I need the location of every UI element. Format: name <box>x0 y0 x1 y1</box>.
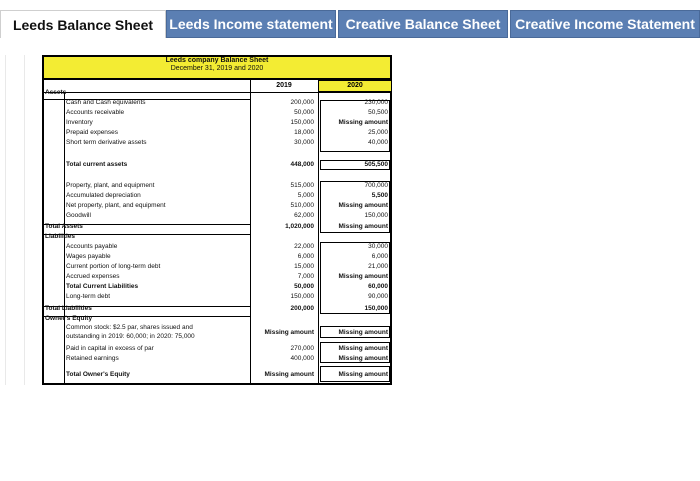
value-2020: 40,000 <box>368 139 388 146</box>
section-liabilities: Liabilities <box>45 233 75 240</box>
value-2019: 15,000 <box>294 263 314 270</box>
value-2020: Missing amount <box>338 371 388 378</box>
year-2020: 2020 <box>347 82 363 89</box>
value-2019: 22,000 <box>294 243 314 250</box>
col-divider <box>318 80 319 385</box>
value-2020: 5,500 <box>371 192 388 199</box>
row-label: Goodwill <box>66 212 91 219</box>
value-2019: 7,000 <box>297 273 314 280</box>
row-label: Paid in capital in excess of par <box>66 345 154 352</box>
value-2019: 50,000 <box>294 283 314 290</box>
row-label: Retained earnings <box>66 355 119 362</box>
section-total-liabilities: Total Liabilities <box>45 305 92 312</box>
value-2019: Missing amount <box>264 371 314 378</box>
value-2020: 90,000 <box>368 293 388 300</box>
tab-creative-income-statement[interactable]: Creative Income Statement <box>510 10 700 38</box>
value-2020: 150,000 <box>364 212 388 219</box>
row-label: Accrued expenses <box>66 273 120 280</box>
value-2020: 505,500 <box>364 161 388 168</box>
value-2019: 400,000 <box>290 355 314 362</box>
value-2020: 25,000 <box>368 129 388 136</box>
value-2019: 18,000 <box>294 129 314 136</box>
row-label: Prepaid expenses <box>66 129 119 136</box>
row-label: Wages payable <box>66 253 111 260</box>
gridline <box>24 55 25 385</box>
value-2019: 270,000 <box>290 345 314 352</box>
row-label: Short term derivative assets <box>66 139 147 146</box>
value-2019: 448,000 <box>290 161 314 168</box>
sheet-tab-bar <box>0 10 700 38</box>
value-2019: Missing amount <box>264 329 314 336</box>
value-2019: 150,000 <box>290 293 314 300</box>
gridline <box>5 55 6 385</box>
tab-creative-balance-sheet[interactable]: Creative Balance Sheet <box>338 10 508 38</box>
tab-leeds-income-statement[interactable]: Leeds Income statement <box>166 10 336 38</box>
row-label: Current portion of long-term debt <box>66 263 161 270</box>
tab-leeds-balance-sheet[interactable]: Leeds Balance Sheet <box>0 10 166 38</box>
row-label: Inventory <box>66 119 93 126</box>
row-label-continued: outstanding in 2019: 60,000; in 2020: 75,000 <box>66 333 195 340</box>
value-2020: Missing amount <box>338 119 388 126</box>
row-label: Total current assets <box>66 161 128 168</box>
value-2020: Missing amount <box>338 223 388 230</box>
value-2020: Missing amount <box>338 202 388 209</box>
value-2020: 150,000 <box>364 305 388 312</box>
row-label: Total Owner's Equity <box>66 371 130 378</box>
value-2020: 21,000 <box>368 263 388 270</box>
value-2019: 150,000 <box>290 119 314 126</box>
spreadsheet-area <box>0 50 700 481</box>
value-2020: Missing amount <box>338 273 388 280</box>
value-2019: 1,020,000 <box>285 223 314 230</box>
value-2020: 50,500 <box>368 109 388 116</box>
value-2020: 6,000 <box>371 253 388 260</box>
row-label: Total Current Liabilities <box>66 283 139 290</box>
value-2020: 230,000 <box>364 99 388 106</box>
value-2019: 5,000 <box>297 192 314 199</box>
value-2019: 510,000 <box>290 202 314 209</box>
row-label: Long-term debt <box>66 293 111 300</box>
row-label: Property, plant, and equipment <box>66 182 155 189</box>
row-label: Accounts payable <box>66 243 118 250</box>
value-2019: 50,000 <box>294 109 314 116</box>
section-owners-equity: Owner's Equity <box>45 315 93 322</box>
value-2019: 62,000 <box>294 212 314 219</box>
value-2019: 30,000 <box>294 139 314 146</box>
value-2020: Missing amount <box>338 345 388 352</box>
row-divider <box>42 92 392 93</box>
value-2019: 515,000 <box>290 182 314 189</box>
value-2019: 200,000 <box>290 99 314 106</box>
value-2019: 200,000 <box>290 305 314 312</box>
section-total-assets: Total Assets <box>45 223 83 230</box>
year-2019: 2019 <box>276 82 292 89</box>
col-divider <box>250 80 251 385</box>
sheet-title: Leeds company Balance Sheet <box>165 57 269 64</box>
section-assets: Assets <box>45 89 67 96</box>
value-2019: 6,000 <box>297 253 314 260</box>
value-2020: 700,000 <box>364 182 388 189</box>
sheet-subtitle: December 31, 2019 and 2020 <box>170 65 264 72</box>
value-2020: 30,000 <box>368 243 388 250</box>
row-label: Cash and Cash equivalents <box>66 99 146 106</box>
value-2020: Missing amount <box>338 355 388 362</box>
row-label: Common stock: $2.5 par, shares issued and <box>66 324 193 331</box>
row-label: Accumulated depreciation <box>66 192 141 199</box>
value-2020: Missing amount <box>338 329 388 336</box>
row-label: Net property, plant, and equipment <box>66 202 166 209</box>
row-label: Accounts receivable <box>66 109 125 116</box>
value-2020: 60,000 <box>368 283 388 290</box>
